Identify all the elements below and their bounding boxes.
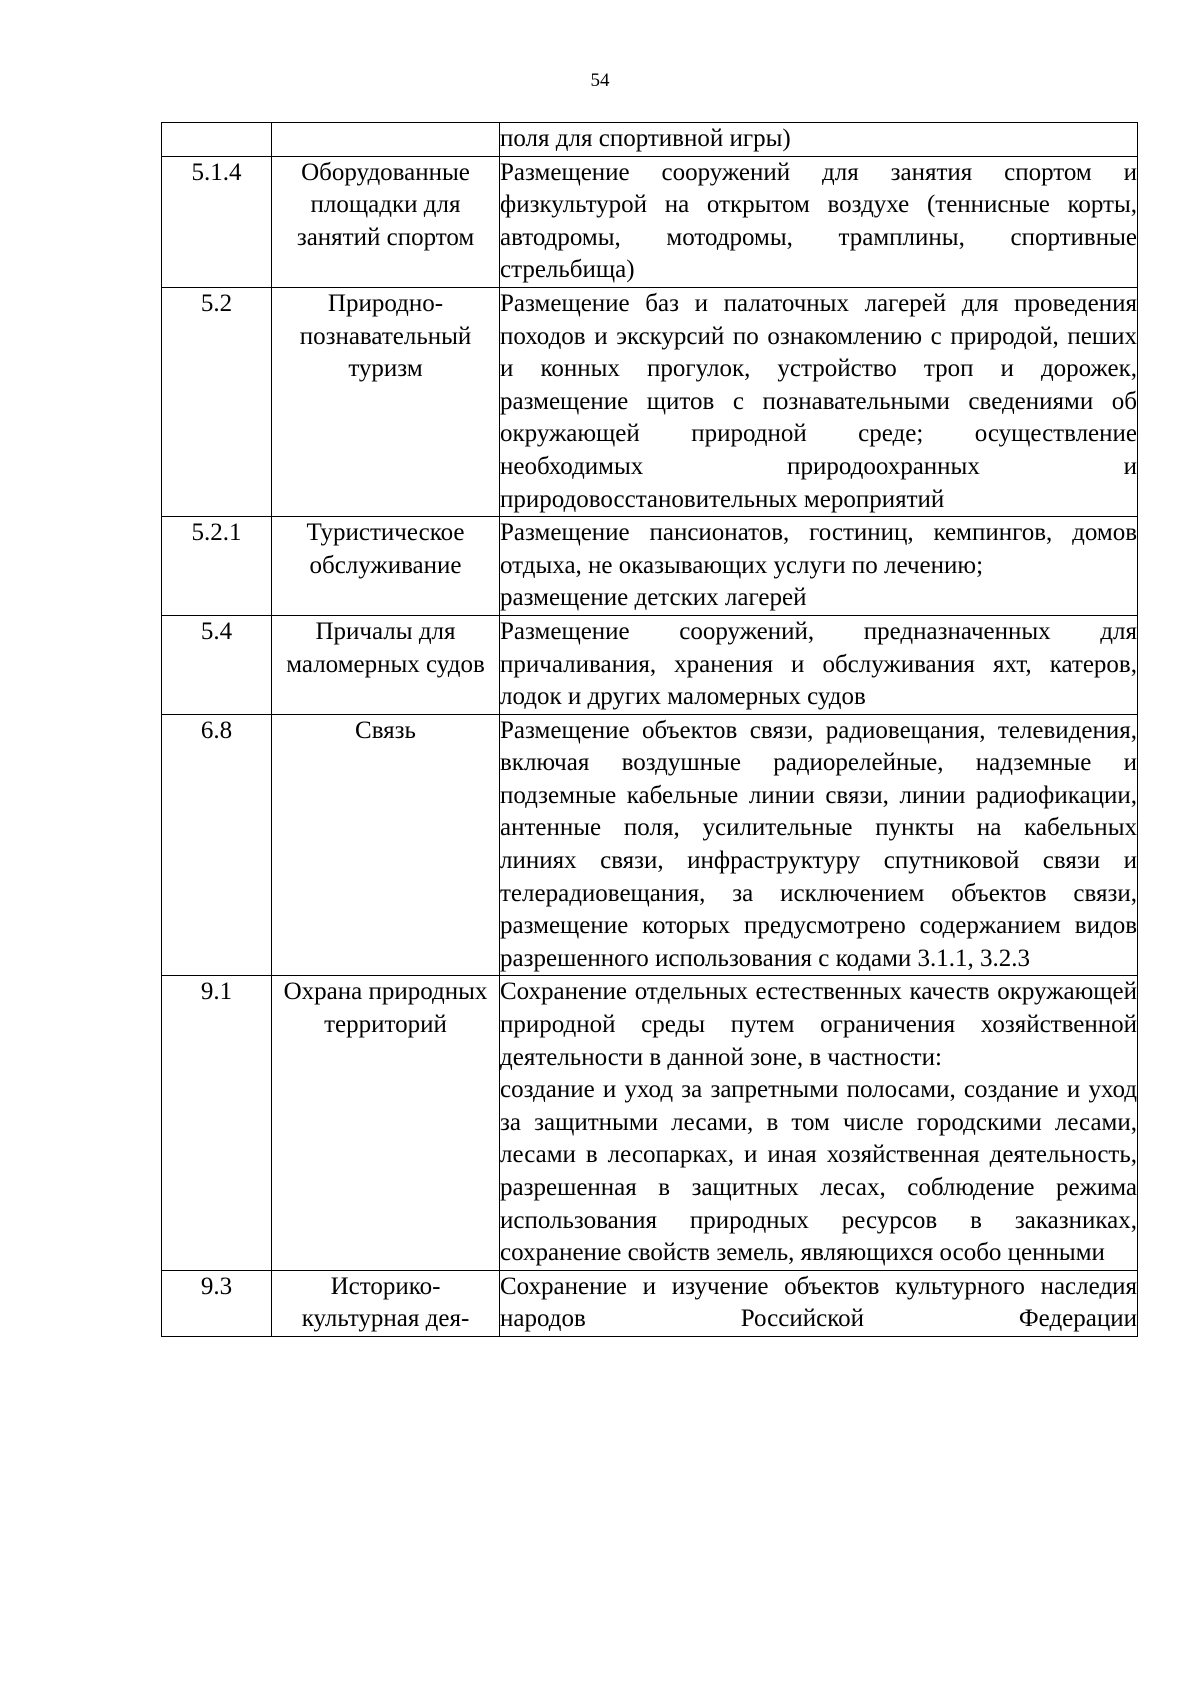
row-code: 6.8 <box>162 714 272 976</box>
table-row <box>162 287 1138 516</box>
land-use-table <box>161 122 1138 1337</box>
row-code: 9.3 <box>162 1270 272 1336</box>
table-row <box>162 156 1138 287</box>
table-row <box>162 615 1138 714</box>
description-paragraph: Сохранение и изучение объектов культурного наследия народов Российской Федерации <box>500 1272 1137 1333</box>
row-description <box>500 976 1138 1270</box>
table-row <box>162 123 1138 157</box>
row-name: Причалы для маломерных судов <box>272 615 500 714</box>
description-paragraph: Размещение сооружений, предназначенных для причаливания, хранения и обслуживания яхт, катеров, лодок и других маломерных судов <box>500 617 1137 711</box>
description-paragraph: Размещение пансионатов, гостиниц, кемпингов, домов отдыха, не оказывающих услуги по лечению; <box>500 519 1137 579</box>
row-code <box>162 123 272 157</box>
table-row <box>162 714 1138 976</box>
row-code: 5.2 <box>162 287 272 516</box>
page-number: 54 <box>590 70 610 91</box>
row-description <box>500 123 1138 157</box>
row-code: 5.1.4 <box>162 156 272 287</box>
description-paragraph: создание и уход за запретными полосами, создание и уход за защитными лесами, в том числе городскими лесами, лесами в лесопарках, и иная хозяйственная деятельность, разрешенная в защитных лесах, соблюдение режима использования природных ресурсов в заказниках, сохранение свойств земель, являющихся особо ценными <box>500 1076 1137 1267</box>
row-name <box>272 123 500 157</box>
description-paragraph: Размещение объектов связи, радиовещания, телевидения, включая воздушные радиорелейные, надземные и подземные кабельные линии связи, линии радиофикации, антенные поля, усилительные пункты на кабельных линиях связи, инфраструктуру спутниковой связи и телерадиовещания, за исключением объектов связи, размещение которых предусмотрено содержанием видов разрешенного использования с кодами 3.1.1, 3.2.3 <box>500 716 1137 972</box>
row-name: Природно-познавательный туризм <box>272 287 500 516</box>
table-row <box>162 517 1138 616</box>
row-name: Связь <box>272 714 500 976</box>
row-name: Туристическое обслуживание <box>272 517 500 616</box>
row-description <box>500 615 1138 714</box>
row-code: 5.4 <box>162 615 272 714</box>
description-paragraph: поля для спортивной игры) <box>500 125 791 152</box>
table-row <box>162 976 1138 1270</box>
row-code: 9.1 <box>162 976 272 1270</box>
row-code: 5.2.1 <box>162 517 272 616</box>
row-name: Охрана природных территорий <box>272 976 500 1270</box>
table-row <box>162 1270 1138 1336</box>
description-paragraph: Размещение сооружений для занятия спортом и физкультурой на открытом воздухе (теннисные корты, автодромы, мотодромы, трамплины, спортивные стрельбища) <box>500 158 1137 284</box>
description-paragraph: размещение детских лагерей <box>500 584 807 612</box>
row-description <box>500 1270 1138 1336</box>
row-name: Историко-культурная дея- <box>272 1270 500 1336</box>
row-name: Оборудованные площадки для занятий спортом <box>272 156 500 287</box>
row-description <box>500 287 1138 516</box>
row-description <box>500 156 1138 287</box>
row-description <box>500 714 1138 976</box>
row-description <box>500 517 1138 616</box>
description-paragraph: Размещение баз и палаточных лагерей для проведения походов и экскурсий по ознакомлению с природой, пеших и конных прогулок, устройство троп и дорожек, размещение щитов с познавательными сведениями об окружающей природной среде; осуществление необходимых природоохранных и природовосстановительных мероприятий <box>500 289 1137 513</box>
description-paragraph: Сохранение отдельных естественных качеств окружающей природной среды путем ограничения хозяйственной деятельности в данной зоне, в частности: <box>500 978 1137 1071</box>
